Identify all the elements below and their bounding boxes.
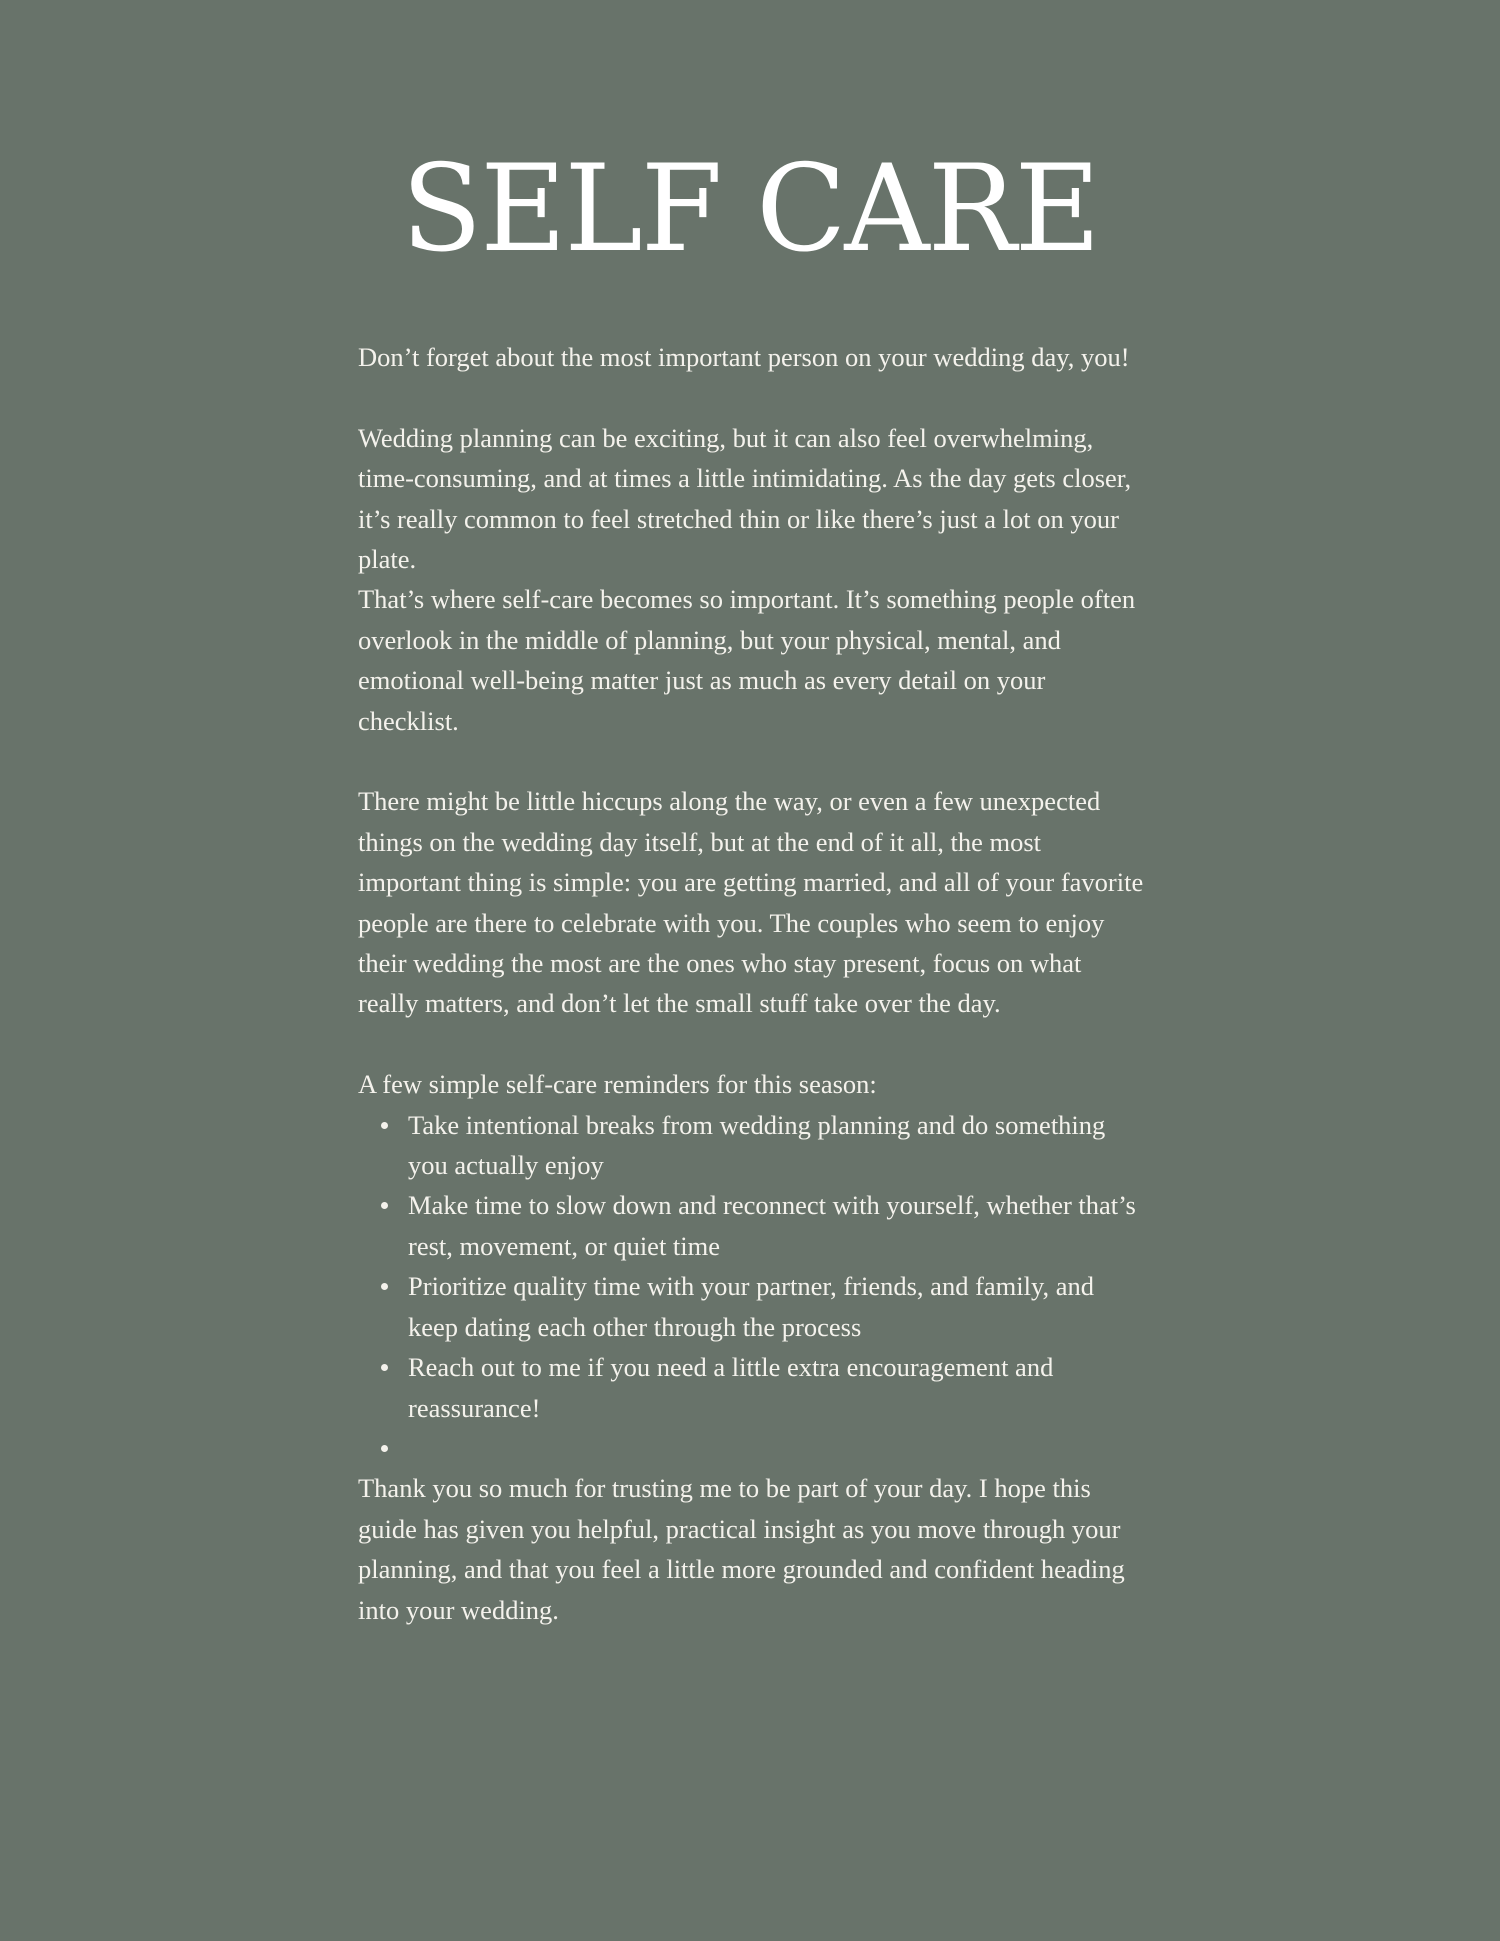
spacer	[358, 377, 1148, 417]
reminder-list	[358, 1105, 1148, 1469]
closing-paragraph: Thank you so much for trusting me to be part of your day. I hope this guide has given you helpful, practical insight as you move through your planning, and that you feel a little more grounded and confident heading into your wedding.	[358, 1473, 1125, 1625]
list-item: Make time to slow down and reconnect with yourself, whether that’s rest, movement, or quiet time	[358, 1185, 1148, 1266]
list-item: Take intentional breaks from wedding planning and do something you actually enjoy	[358, 1105, 1148, 1186]
paragraph-hiccups: There might be little hiccups along the way, or even a few unexpected things on the wedding day itself, but at the end of it all, the most important thing is simple: you are getting married, and all of your favorite people are there to celebrate with you. The couples who seem to enjoy their wedding the most are the ones who stay present, focus on what really matters, and don’t let the small stuff take over the day.	[358, 786, 1144, 1019]
page-title: SELF CARE	[401, 137, 1099, 279]
spacer	[358, 741, 1148, 781]
paragraph-self-care: That’s where self-care becomes so important. It’s something people often overlook in the middle of planning, but your physical, mental, and emotional well-being matter just as much as every detail on your checklist.	[358, 584, 1136, 736]
list-item: Prioritize quality time with your partner, friends, and family, and keep dating each other through the process	[358, 1266, 1148, 1347]
spacer	[358, 1024, 1148, 1064]
paragraph-overwhelm: Wedding planning can be exciting, but it can also feel overwhelming, time-consuming, and at times a little intimidating. As the day gets closer, it’s really common to feel stretched thin or like there’s just a lot on your plate.	[358, 422, 1132, 575]
intro-paragraph: Don’t forget about the most important person on your wedding day, you!	[358, 342, 1130, 372]
body-text	[358, 337, 1148, 1630]
list-item-empty	[358, 1428, 1148, 1468]
list-intro: A few simple self-care reminders for this season:	[358, 1069, 877, 1100]
list-item: Reach out to me if you need a little extra encouragement and reassurance!	[358, 1347, 1148, 1428]
